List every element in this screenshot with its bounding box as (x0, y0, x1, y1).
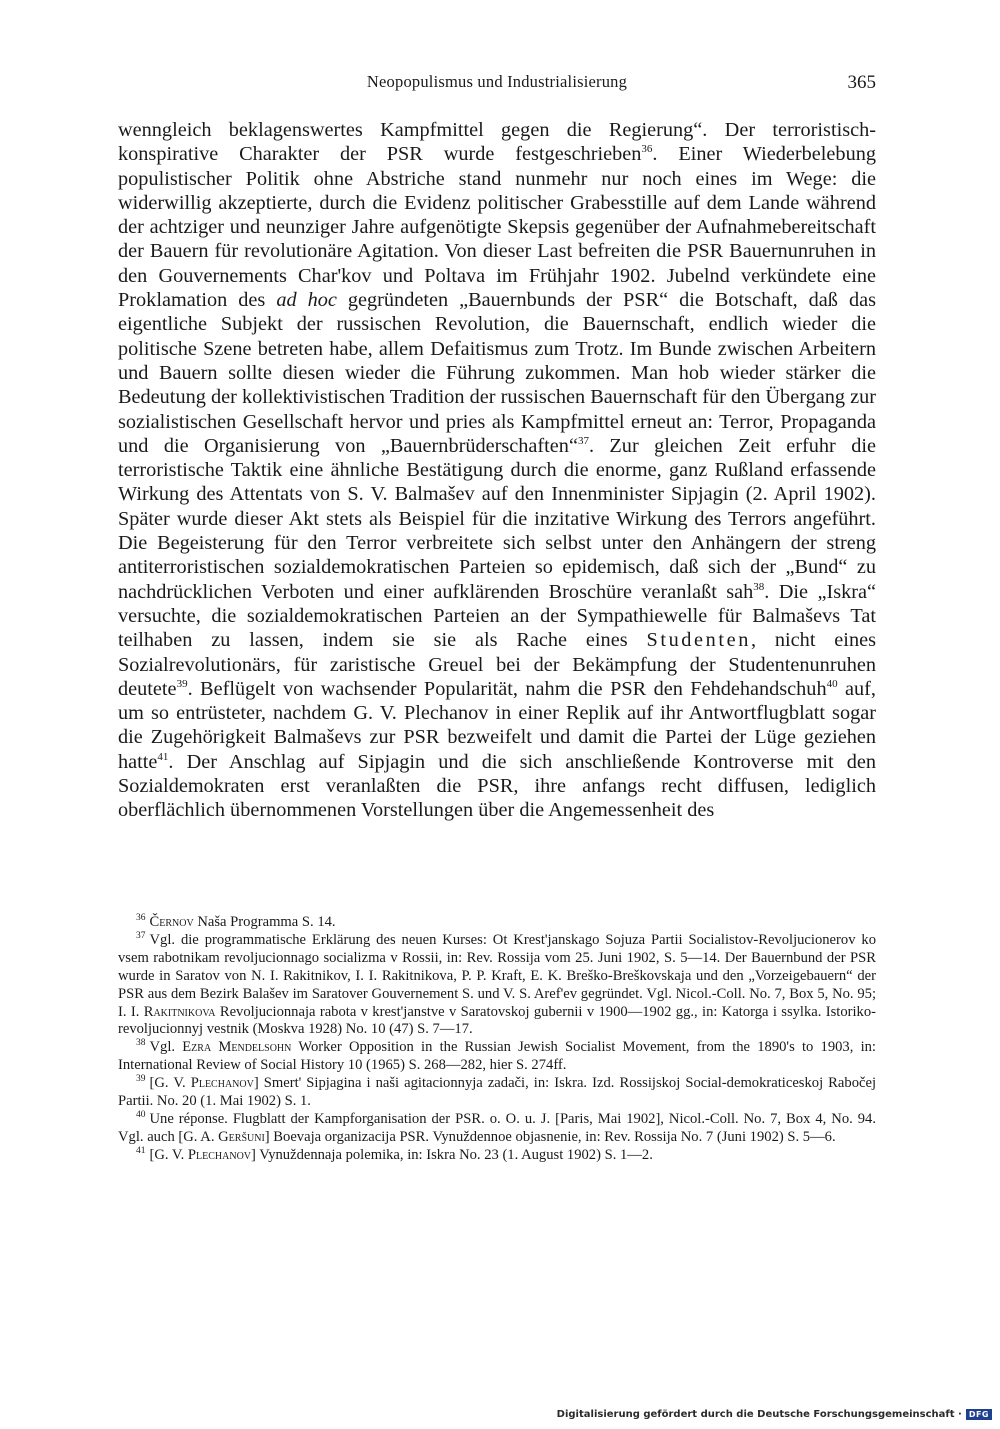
footnote-ref-38[interactable]: 38 (753, 580, 765, 593)
footnote-author: Ezra Mendelsohn (182, 1039, 292, 1056)
dfg-logo-icon: DFG (966, 1409, 992, 1420)
footnote-author: Černov (149, 914, 194, 930)
main-body-text (118, 118, 876, 823)
digitization-credit (557, 1409, 992, 1420)
footnote-author: Geršuni (218, 1128, 265, 1145)
running-title: Neopopulismus und Industrialisierung (366, 72, 628, 91)
spaced-emphasis-studenten: Studenten (646, 629, 751, 652)
footnote-ref-39[interactable]: 39 (176, 678, 188, 691)
page-number: 365 (847, 72, 876, 93)
page-header (118, 72, 876, 100)
footnote-37: $^{37}$ Vgl. die programmatische Erklärung des neuen Kurses: Ot Krest'janskago Sojuza Partii Socialistov-Revoljucionerov ko vsem rabotnikam revoljucionnago socializma v Rossii, in: Rev. Rossija vom 25. Juni 1902, S. 5—14. Der Bauernbund der PSR wurde in Saratov von N. I. Rakitnikov, I. I. Rakitnikova, P. P. Kraft, E. K. Breško-Breškovskaja und den „Vorzeigebauern“ der PSR aus dem Bezirk Balašev im Saratover Gouvernement S. und V. S. Aref'ev gegründet. Vgl. Nicol.-Coll. No. 7, Box 5, No. 95; I. I. Rakitnikova Revoljucionnaja rabota v krest'janstve v Saratovskoj gubernii v 1900—1902 gg., in: Katorga i ssylka. Istoriko-revoljucionnyj vestnik (Moskva 1928) No. 10 (47) S. 7—17. (118, 931, 876, 1038)
footnote-ref-37[interactable]: 37 (577, 435, 589, 448)
footnote-40: $^{40}$ Une réponse. Flugblatt der Kampforganisation der PSR. o. O. u. J. [Paris, Mai 1902], Nicol.-Coll. No. 7, Box 4, No. 94. Vgl. auch [G. A. Geršuni] Boevaja organizacija PSR. Vynuždennoe objasnenie, in: Rev. Rossija No. 7 (Juni 1902) S. 5—6. (118, 1110, 876, 1145)
footnotes-section (118, 914, 876, 1165)
footnote-author: Plechanov (187, 1146, 252, 1163)
footnote-36: $^{36}$ Černov Naša Programma S. 14. (136, 913, 336, 930)
footnote-ref-40[interactable]: 40 (826, 678, 838, 691)
footnote-41: $^{41}$ [G. V. Plechanov] Vynuždennaja polemika, in: Iskra No. 23 (1. August 1902) S. 1—2. (136, 1145, 653, 1163)
footnote-39: $^{39}$ [G. V. Plechanov] Smert' Sipjagina i naši agitacionnyja zadači, in: Iskra. Izd. Rossijskoj Social-demokraticeskoj Rabočej Partii. No. 20 (1. Mai 1902) S. 1. (118, 1074, 876, 1110)
footnote-author: Plechanov (190, 1075, 254, 1092)
footnote-38: $^{38}$ Vgl. Ezra Mendelsohn Worker Opposition in the Russian Jewish Socialist Movement, from the 1890's to 1903, in: International Review of Social History 10 (1965) S. 268—282, hier S. 274ff. (118, 1038, 876, 1074)
body-paragraph: wenngleich beklagenswertes Kampfmittel gegen die Regierung“. Der terroristisch-konspirative Charakter der PSR wurde festgeschrieben$^{36}$. Einer Wiederbelebung populistischer Politik ohne Abstriche stand nunmehr nur noch eines im Wege: die widerwillig akzeptierte, durch die Evidenz politischer Grabesstille auf dem Lande während der achtziger und neunziger Jahre aufgenötigte Skepsis gegenüber der Aufnahmebereitschaft der Bauern für revolutionäre Agitation. Von dieser Last befreiten die PSR Bauernunruhen in den Gouvernements Char'kov und Poltava im Frühjahr 1902. Jubelnd verkündete eine Proklamation des ad hoc gegründeten „Bauernbunds der PSR“ die Botschaft, daß das eigentliche Subjekt der russischen Revolution, die Bauernschaft, endlich wieder die politische Szene betreten habe, allem Defaitismus zum Trotz. Im Bunde zwischen Arbeitern und Bauern sollte diesen wieder die Führung zukommen. Man hob wieder stärker die Bedeutung der kollektivistischen Tradition der russischen Bauernschaft für den Übergang zur sozialistischen Gesellschaft hervor und pries als Kampfmittel erneut an: Terror, Propaganda und die Organisierung von „Bauernbrüderschaften“$^{37}$. Zur gleichen Zeit erfuhr die terroristische Taktik eine ähnliche Bestätigung durch die enorme, ganz Rußland erfassende Wirkung des Attentats von S. V. Balmašev auf den Innenminister Sipjagin (2. April 1902). Später wurde dieser Akt stets als Beispiel für die inzitative Wirkung des Terrors angeführt. Die Begeisterung für den Terror verbreitete sich selbst unter den Anhängern der streng antiterroristischen sozialdemokratischen Parteien so epidemisch, daß sich der „Bund“ zu nachdrücklichen Verboten und einer aufklärenden Broschüre veranlaßt sah$^{38}$. Die „Iskra“ versuchte, die sozialdemokratischen Parteien an der Sympathiewelle für Balmaševs Tat teilhaben zu lassen, indem sie sie als Rache eines Studenten, nicht eines Sozialrevolutionärs, für zaristische Greuel bei der Bekämpfung der Studentenunruhen deutete$^{39}$. Beflügelt von wachsender Popularität, nahm die PSR den Fehdehandschuh$^{40}$ auf, um so entrüsteter, nachdem G. V. Plechanov in einer Replik auf ihr Antwortflugblatt sogar die Zugehörigkeit Balmaševs zur PSR bezweifelt und damit die Partei der Lüge geziehen hatte$^{41}$. Der Anschlag auf Sipjagin und die sich anschließende Kontroverse mit den Sozialdemokraten erst veranlaßten die PSR, ihre anfangs recht diffusen, lediglich oberflächlich übernommenen Vorstellungen über die Angemessenheit des (118, 119, 876, 822)
footnote-author: I. I. Rakitnikova (118, 1003, 216, 1020)
emphasis-ad-hoc: ad hoc (276, 289, 337, 312)
footnote-ref-41[interactable]: 41 (157, 750, 169, 763)
footnote-ref-36[interactable]: 36 (641, 143, 653, 156)
credit-text: Digitalisierung gefördert durch die Deutsche Forschungsgemeinschaft · (556, 1409, 962, 1420)
